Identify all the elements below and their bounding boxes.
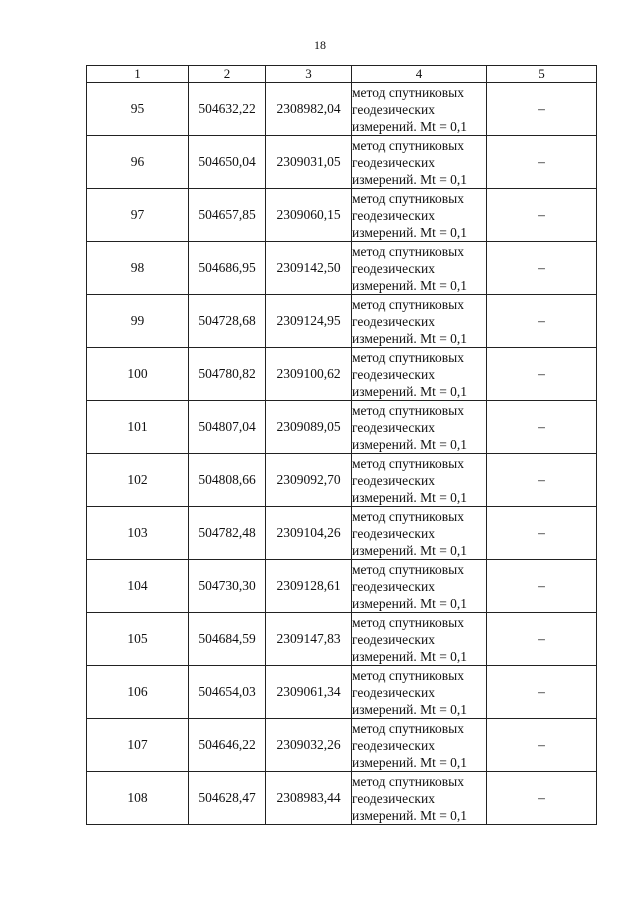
method-line: геодезических <box>352 472 435 488</box>
point-number-cell: 95 <box>87 83 189 136</box>
point-number-cell: 108 <box>87 772 189 825</box>
coordinates-table <box>86 65 597 825</box>
method-line: геодезических <box>352 154 435 170</box>
header-col-1: 1 <box>87 66 189 83</box>
method-line: метод спутниковых <box>352 84 464 100</box>
y-coordinate-cell: 2309061,34 <box>266 666 352 719</box>
method-line: измерений. Mt = 0,1 <box>352 701 468 717</box>
y-coordinate-cell: 2308982,04 <box>266 83 352 136</box>
method-cell <box>352 189 487 242</box>
x-coordinate-cell: 504807,04 <box>189 401 266 454</box>
method-line: геодезических <box>352 366 435 382</box>
method-line: геодезических <box>352 737 435 753</box>
method-line: метод спутниковых <box>352 720 464 736</box>
table-row <box>87 613 597 666</box>
x-coordinate-cell: 504654,03 <box>189 666 266 719</box>
method-line: измерений. Mt = 0,1 <box>352 171 468 187</box>
method-cell <box>352 295 487 348</box>
method-line: измерений. Mt = 0,1 <box>352 224 468 240</box>
method-cell <box>352 401 487 454</box>
point-number-cell: 103 <box>87 507 189 560</box>
table-header-row <box>87 66 597 83</box>
method-line: измерений. Mt = 0,1 <box>352 595 468 611</box>
y-coordinate-cell: 2309147,83 <box>266 613 352 666</box>
method-line: метод спутниковых <box>352 614 464 630</box>
table-row <box>87 348 597 401</box>
method-cell <box>352 613 487 666</box>
point-number-cell: 104 <box>87 560 189 613</box>
point-number-cell: 97 <box>87 189 189 242</box>
method-line: геодезических <box>352 684 435 700</box>
note-cell: – <box>487 348 597 401</box>
method-line: геодезических <box>352 207 435 223</box>
x-coordinate-cell: 504650,04 <box>189 136 266 189</box>
y-coordinate-cell: 2309128,61 <box>266 560 352 613</box>
method-line: геодезических <box>352 313 435 329</box>
table-row <box>87 772 597 825</box>
method-line: метод спутниковых <box>352 773 464 789</box>
y-coordinate-cell: 2308983,44 <box>266 772 352 825</box>
method-line: геодезических <box>352 101 435 117</box>
point-number-cell: 96 <box>87 136 189 189</box>
point-number-cell: 100 <box>87 348 189 401</box>
method-line: измерений. Mt = 0,1 <box>352 277 468 293</box>
method-line: метод спутниковых <box>352 667 464 683</box>
note-cell: – <box>487 401 597 454</box>
note-cell: – <box>487 560 597 613</box>
note-cell: – <box>487 613 597 666</box>
y-coordinate-cell: 2309104,26 <box>266 507 352 560</box>
method-line: измерений. Mt = 0,1 <box>352 648 468 664</box>
method-cell <box>352 454 487 507</box>
header-col-5: 5 <box>487 66 597 83</box>
x-coordinate-cell: 504684,59 <box>189 613 266 666</box>
method-line: измерений. Mt = 0,1 <box>352 330 468 346</box>
y-coordinate-cell: 2309092,70 <box>266 454 352 507</box>
method-cell <box>352 507 487 560</box>
method-line: измерений. Mt = 0,1 <box>352 118 468 134</box>
method-cell <box>352 560 487 613</box>
x-coordinate-cell: 504657,85 <box>189 189 266 242</box>
note-cell: – <box>487 454 597 507</box>
method-line: метод спутниковых <box>352 455 464 471</box>
method-line: метод спутниковых <box>352 243 464 259</box>
table-row <box>87 242 597 295</box>
y-coordinate-cell: 2309032,26 <box>266 719 352 772</box>
method-line: измерений. Mt = 0,1 <box>352 383 468 399</box>
method-cell <box>352 348 487 401</box>
point-number-cell: 102 <box>87 454 189 507</box>
table-row <box>87 295 597 348</box>
y-coordinate-cell: 2309142,50 <box>266 242 352 295</box>
point-number-cell: 101 <box>87 401 189 454</box>
method-line: измерений. Mt = 0,1 <box>352 807 468 823</box>
table-row <box>87 401 597 454</box>
note-cell: – <box>487 507 597 560</box>
table-row <box>87 83 597 136</box>
method-cell <box>352 666 487 719</box>
y-coordinate-cell: 2309031,05 <box>266 136 352 189</box>
table-row <box>87 454 597 507</box>
method-line: метод спутниковых <box>352 561 464 577</box>
x-coordinate-cell: 504808,66 <box>189 454 266 507</box>
point-number-cell: 99 <box>87 295 189 348</box>
header-col-2: 2 <box>189 66 266 83</box>
method-cell <box>352 719 487 772</box>
y-coordinate-cell: 2309124,95 <box>266 295 352 348</box>
y-coordinate-cell: 2309060,15 <box>266 189 352 242</box>
x-coordinate-cell: 504646,22 <box>189 719 266 772</box>
x-coordinate-cell: 504730,30 <box>189 560 266 613</box>
table-row <box>87 560 597 613</box>
method-line: геодезических <box>352 631 435 647</box>
method-line: метод спутниковых <box>352 402 464 418</box>
note-cell: – <box>487 295 597 348</box>
y-coordinate-cell: 2309089,05 <box>266 401 352 454</box>
point-number-cell: 106 <box>87 666 189 719</box>
method-line: геодезических <box>352 790 435 806</box>
method-cell <box>352 136 487 189</box>
note-cell: – <box>487 666 597 719</box>
method-line: геодезических <box>352 419 435 435</box>
table-body <box>87 83 597 825</box>
method-line: геодезических <box>352 525 435 541</box>
table-row <box>87 136 597 189</box>
method-line: измерений. Mt = 0,1 <box>352 436 468 452</box>
method-line: геодезических <box>352 260 435 276</box>
table-row <box>87 507 597 560</box>
x-coordinate-cell: 504728,68 <box>189 295 266 348</box>
method-line: метод спутниковых <box>352 190 464 206</box>
table-row <box>87 189 597 242</box>
x-coordinate-cell: 504632,22 <box>189 83 266 136</box>
point-number-cell: 98 <box>87 242 189 295</box>
method-cell <box>352 242 487 295</box>
point-number-cell: 105 <box>87 613 189 666</box>
note-cell: – <box>487 242 597 295</box>
method-cell <box>352 83 487 136</box>
method-line: измерений. Mt = 0,1 <box>352 489 468 505</box>
method-line: метод спутниковых <box>352 137 464 153</box>
x-coordinate-cell: 504780,82 <box>189 348 266 401</box>
x-coordinate-cell: 504686,95 <box>189 242 266 295</box>
point-number-cell: 107 <box>87 719 189 772</box>
page-number: 18 <box>314 38 326 52</box>
header-col-4: 4 <box>352 66 487 83</box>
table-row <box>87 719 597 772</box>
note-cell: – <box>487 136 597 189</box>
header-col-3: 3 <box>266 66 352 83</box>
method-line: измерений. Mt = 0,1 <box>352 754 468 770</box>
method-line: геодезических <box>352 578 435 594</box>
method-cell <box>352 772 487 825</box>
x-coordinate-cell: 504782,48 <box>189 507 266 560</box>
note-cell: – <box>487 719 597 772</box>
x-coordinate-cell: 504628,47 <box>189 772 266 825</box>
note-cell: – <box>487 772 597 825</box>
note-cell: – <box>487 189 597 242</box>
method-line: метод спутниковых <box>352 296 464 312</box>
method-line: измерений. Mt = 0,1 <box>352 542 468 558</box>
method-line: метод спутниковых <box>352 349 464 365</box>
table-row <box>87 666 597 719</box>
note-cell: – <box>487 83 597 136</box>
method-line: метод спутниковых <box>352 508 464 524</box>
y-coordinate-cell: 2309100,62 <box>266 348 352 401</box>
